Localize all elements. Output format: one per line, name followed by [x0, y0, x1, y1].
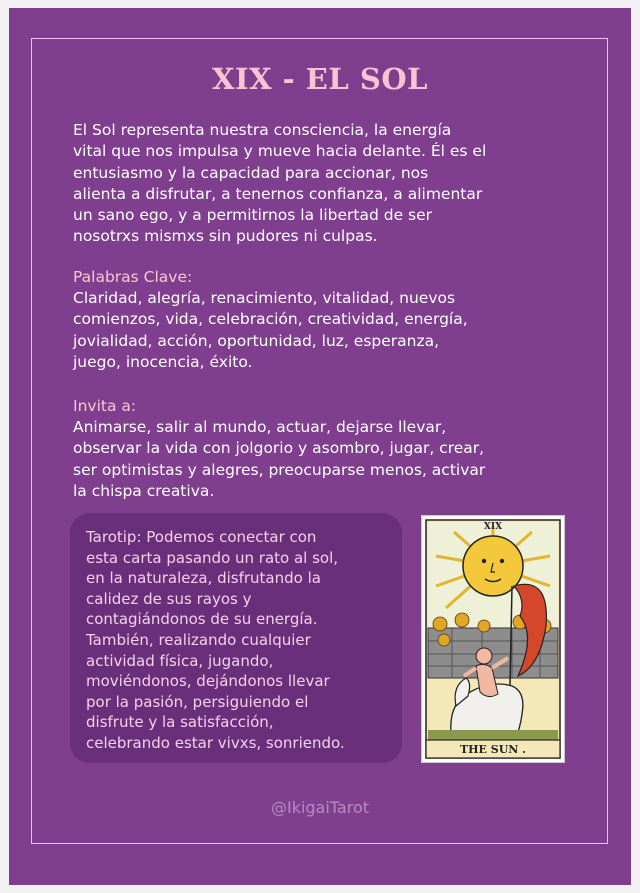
intro-paragraph: El Sol representa nuestra consciencia, la energía vital que nos impulsa y mueve hacia delante. Él es el entusiasmo y la capacidad para accionar, nos alienta a disfrutar, a tenernos confianza, a alimentar un sano ego, y a permitirnos la libertad de ser nosotrxs mismxs sin pudores ni culpas.: [73, 121, 487, 246]
sun-card-illustration: [422, 516, 564, 762]
invites-text: Animarse, salir al mundo, actuar, dejarse llevar, observar la vida con jolgorio y asombro, jugar, crear, ser optimistas y alegres, preocuparse menos, activar la chispa creativa.: [73, 418, 486, 500]
card-number: XIX: [483, 522, 503, 532]
sun-icon: [463, 536, 523, 596]
page-title: XIX - EL SOL: [212, 62, 428, 96]
tarot-card-image: [421, 515, 565, 763]
invites-label: Invita a:: [73, 397, 137, 415]
keywords-text: Claridad, alegría, renacimiento, vitalidad, nuevos comienzos, vida, celebración, creatividad, energía, jovialidad, acción, oportunidad, luz, esperanza, juego, inocencia, éxito.: [73, 289, 468, 371]
tarotip-text: Tarotip: Podemos conectar con esta carta pasando un rato al sol, en la naturaleza, disfrutando la calidez de sus rayos y contagiándonos de su energía. También, realizando cualquier actividad física, jugando, moviéndonos, dejándonos llevar por la pasión, persiguiendo el disfrute y la satisfacción, celebrando estar vivxs, sonriendo.: [86, 528, 345, 752]
keywords-label: Palabras Clave:: [73, 268, 193, 286]
author-handle: @IkigaiTarot: [270, 798, 370, 817]
card-caption: THE SUN .: [459, 743, 527, 756]
